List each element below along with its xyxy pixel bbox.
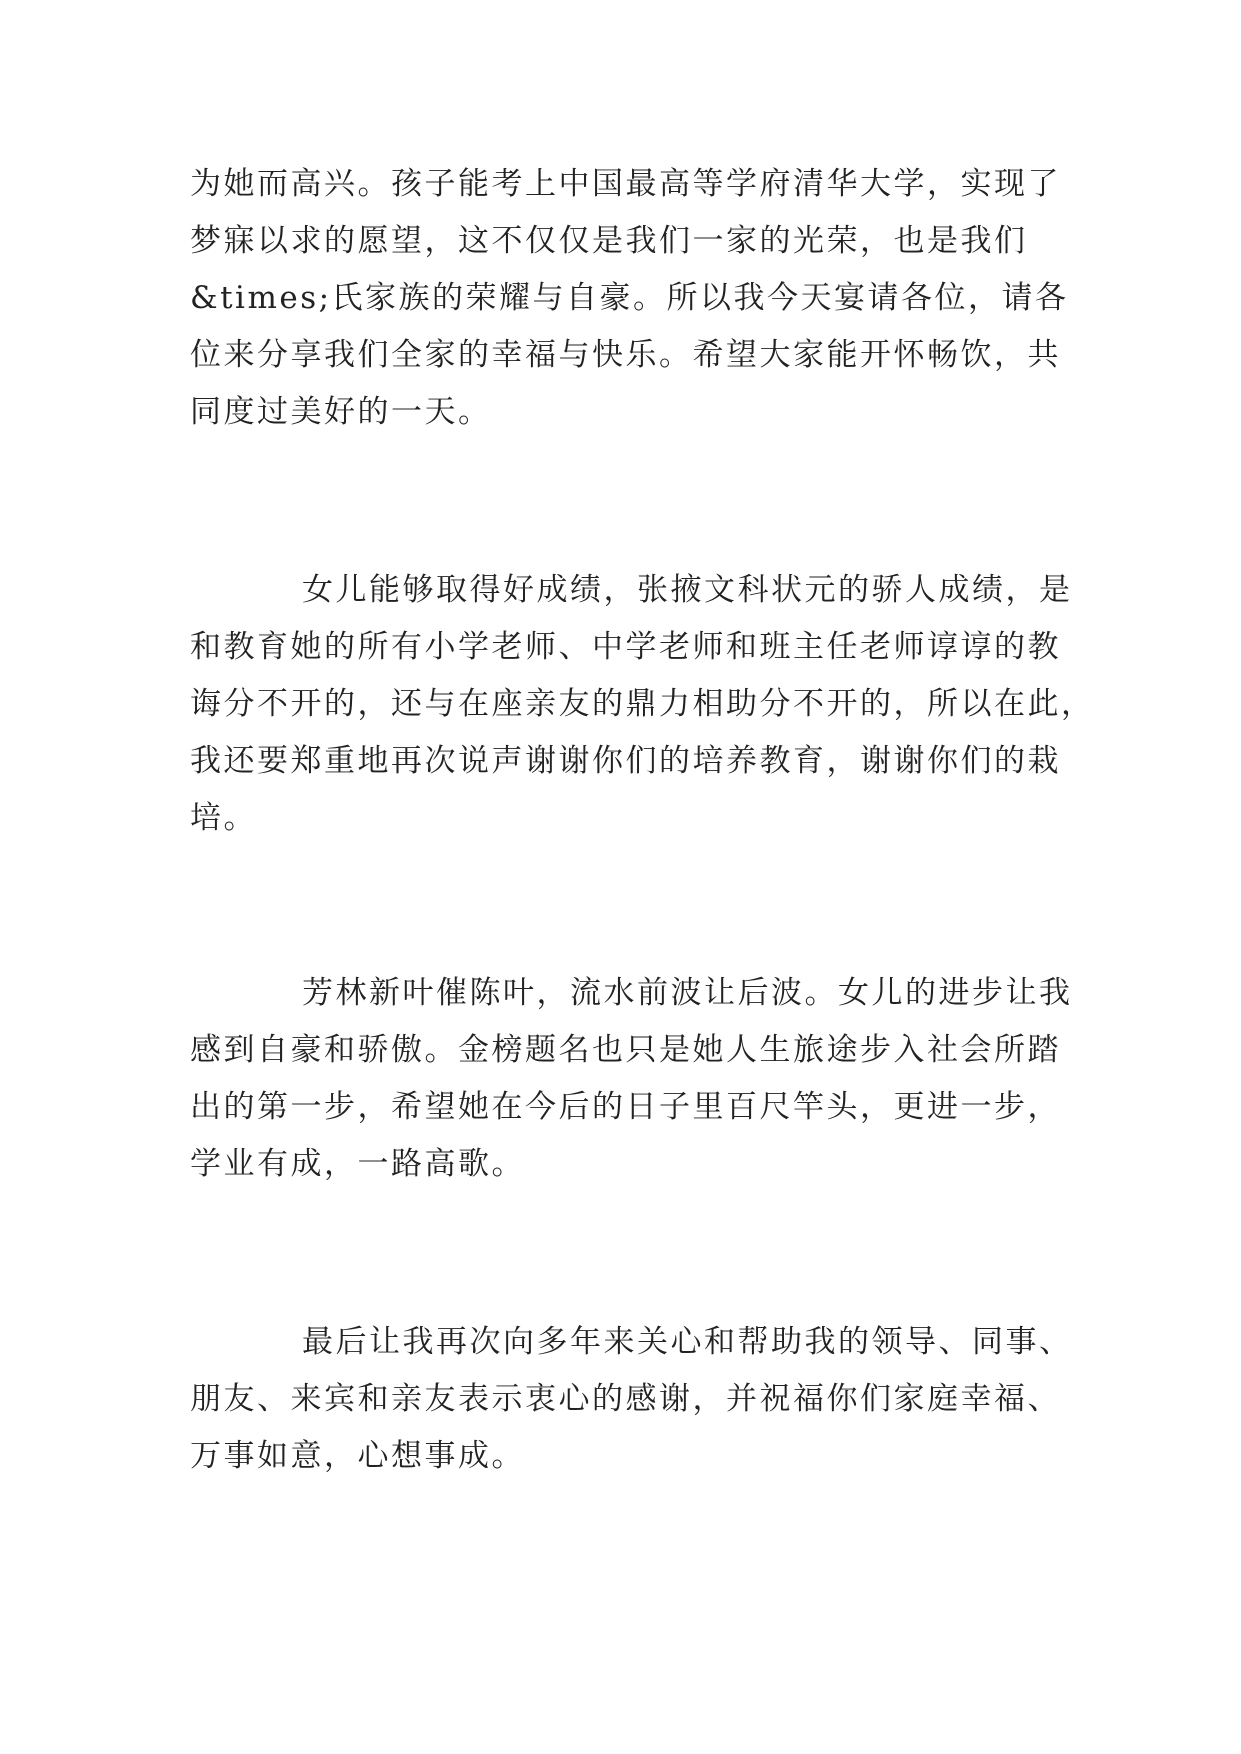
paragraph-1: [190, 156, 1070, 441]
paragraph-line: 芳林新叶催陈叶，流水前波让后波。女儿的进步让我: [302, 975, 1073, 1011]
paragraph-line: &times;氏家族的荣耀与自豪。所以我今天宴请各位，请各: [190, 280, 1069, 316]
paragraph-line: 万事如意，心想事成。: [190, 1438, 525, 1474]
paragraph-line: 感到自豪和骄傲。金榜题名也只是她人生旅途步入社会所踏: [190, 1032, 1061, 1068]
paragraph-line: 出的第一步，希望她在今后的日子里百尺竿头，更进一步，: [190, 1089, 1061, 1125]
paragraph-line: 培。: [190, 800, 257, 836]
paragraph-4: [190, 1314, 1073, 1485]
paragraph-line: 和教育她的所有小学老师、中学老师和班主任老师谆谆的教: [190, 629, 1061, 665]
paragraph-line: 最后让我再次向多年来关心和帮助我的领导、同事、: [302, 1324, 1073, 1360]
paragraph-line: 学业有成，一路高歌。: [190, 1146, 525, 1182]
paragraph-line: 同度过美好的一天。: [190, 394, 492, 430]
paragraph-line: 为她而高兴。孩子能考上中国最高等学府清华大学，实现了: [190, 166, 1061, 202]
paragraph-2: [190, 562, 1095, 847]
paragraph-line: 我还要郑重地再次说声谢谢你们的培养教育，谢谢你们的栽: [190, 743, 1061, 779]
paragraph-line: 朋友、来宾和亲友表示衷心的感谢，并祝福你们家庭幸福、: [190, 1381, 1061, 1417]
paragraph-line: 位来分享我们全家的幸福与快乐。希望大家能开怀畅饮，共: [190, 337, 1061, 373]
paragraph-line: 梦寐以求的愿望，这不仅仅是我们一家的光荣，也是我们: [190, 223, 1028, 259]
paragraph-line: 女儿能够取得好成绩，张掖文科状元的骄人成绩，是: [302, 572, 1073, 608]
paragraph-line: 诲分不开的，还与在座亲友的鼎力相助分不开的，所以在此，: [190, 686, 1095, 722]
paragraph-3: [190, 965, 1073, 1193]
